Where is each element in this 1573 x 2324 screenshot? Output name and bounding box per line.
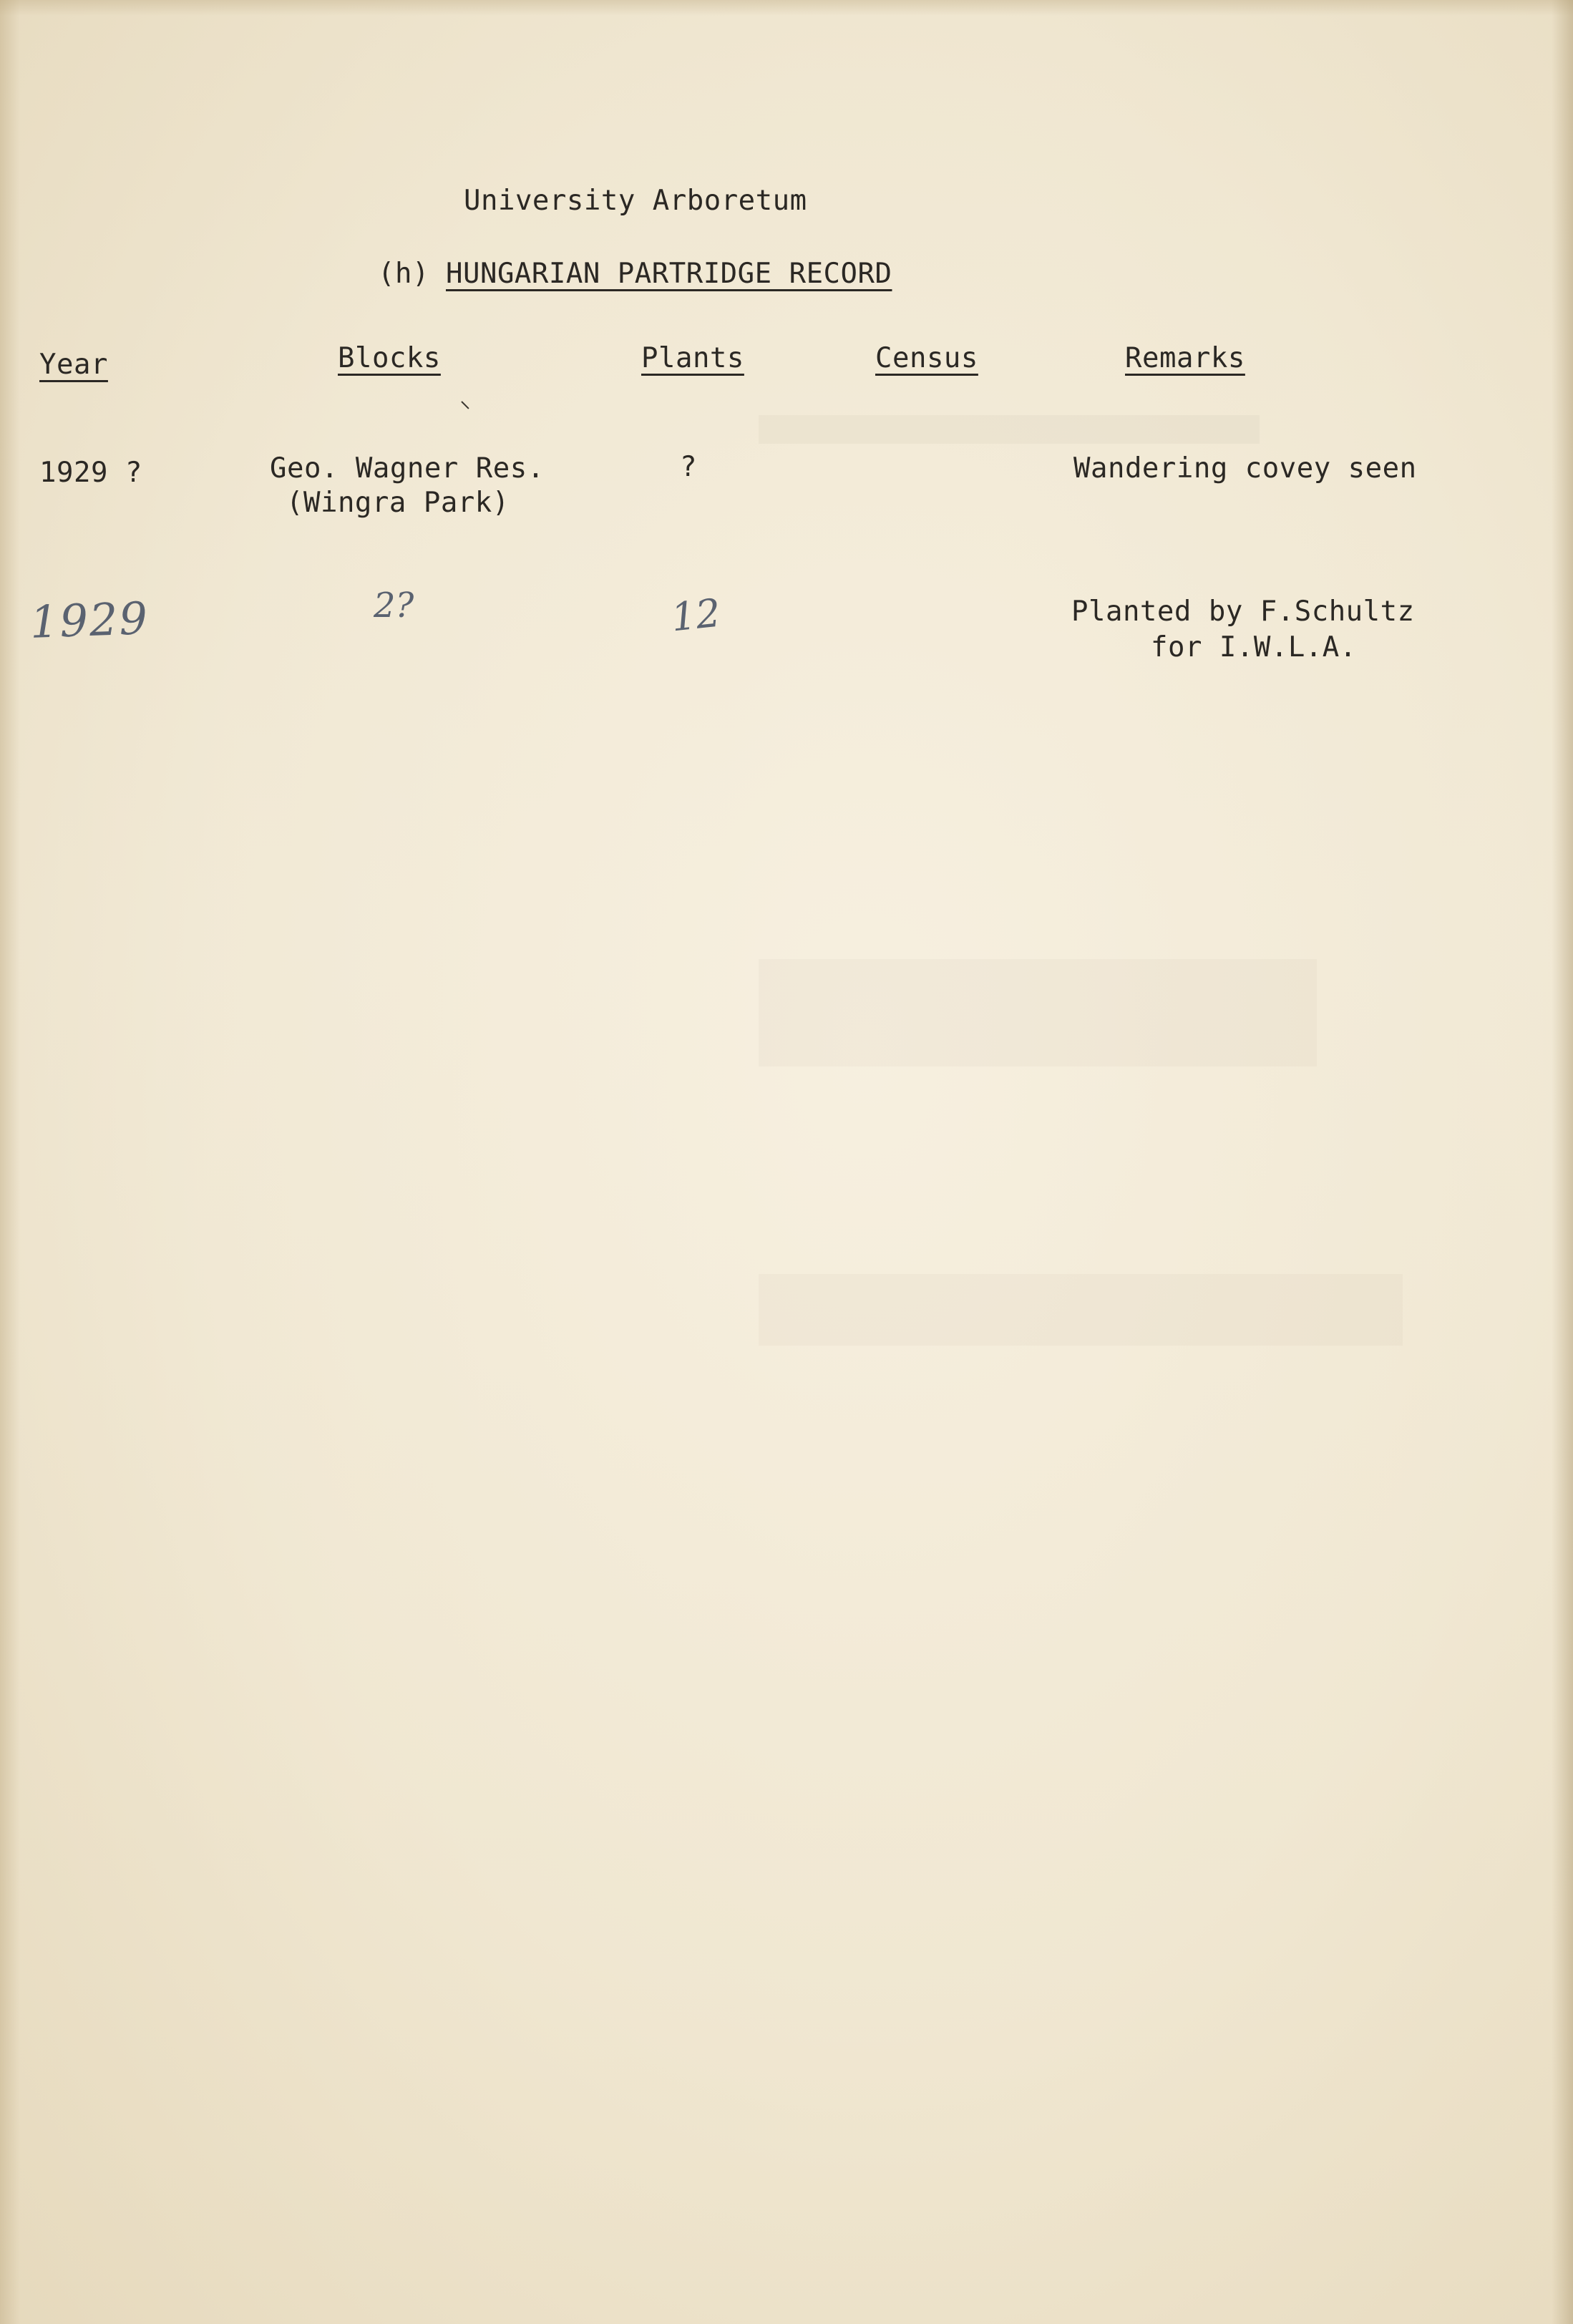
page-title: HUNGARIAN PARTRIDGE RECORD (446, 258, 892, 290)
column-header-plants: Plants (641, 342, 744, 374)
page-edge-shadow (0, 0, 20, 2324)
row-2-blocks-handwritten: 2? (374, 585, 414, 626)
column-header-blocks: Blocks (338, 342, 441, 374)
row-2-plants-handwritten: 12 (668, 590, 723, 641)
row-1-year: 1929 ? (39, 457, 142, 489)
column-header-year: Year (39, 349, 108, 381)
row-1-plants: ? (680, 451, 697, 483)
page-edge-shadow (1552, 0, 1573, 2324)
row-2-remarks-line2: for I.W.L.A. (1151, 631, 1357, 663)
institution-heading: University Arboretum (464, 185, 807, 217)
row-2-remarks: Planted by F.Schultz (1071, 595, 1415, 628)
row-1-remarks: Wandering covey seen (1073, 452, 1417, 485)
row-1-blocks: Geo. Wagner Res. (270, 452, 545, 485)
page-edge-shadow (0, 0, 1573, 16)
stray-mark (461, 401, 469, 409)
bleed-through-texture (759, 959, 1317, 1066)
row-2-year-handwritten: 1929 (29, 592, 150, 648)
row-1-blocks-line2: (Wingra Park) (286, 487, 510, 519)
bleed-through-texture (759, 415, 1260, 444)
column-header-census: Census (875, 342, 978, 374)
bleed-through-texture (759, 1274, 1403, 1346)
title-prefix: (h) (378, 258, 429, 290)
column-header-remarks: Remarks (1125, 342, 1245, 374)
